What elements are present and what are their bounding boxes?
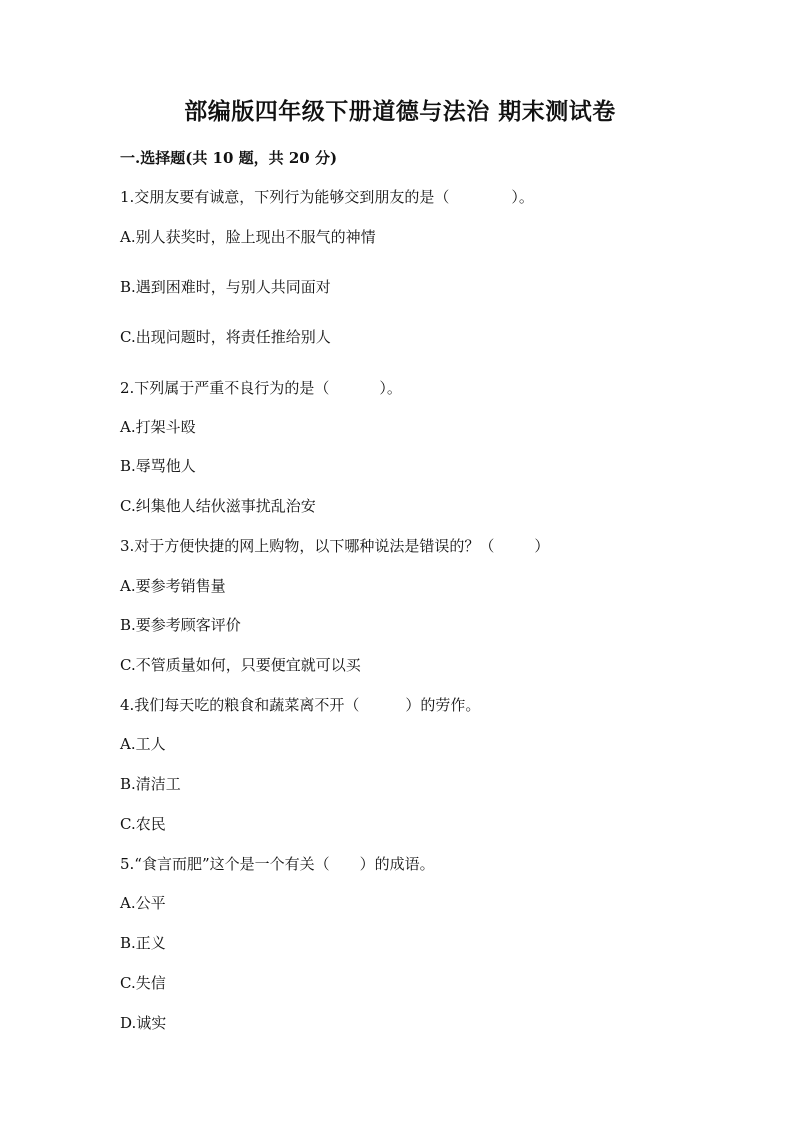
question-1-stem	[120, 186, 534, 208]
question-5-option-b: B.正义	[120, 934, 166, 952]
question-1-option-a: A.别人获奖时，脸上现出不服气的神情	[120, 228, 376, 246]
question-2-option-c: C.纠集他人结伙滋事扰乱治安	[120, 497, 316, 515]
question-5-option-d: D.诚实	[120, 1014, 167, 1032]
question-2-stem	[120, 377, 402, 399]
question-3-option-a: A.要参考销售量	[120, 577, 226, 595]
question-stem-text: 1.交朋友要有诚意，下列行为能够交到朋友的是（	[120, 188, 450, 206]
question-5-option-c: C.失信	[120, 974, 166, 992]
question-1-option-c: C.出现问题时，将责任推给别人	[120, 328, 331, 346]
question-stem-text: 2.下列属于严重不良行为的是（	[120, 379, 330, 397]
section-heading: 一.选择题(共 10 题，共 20 分)	[120, 149, 338, 167]
question-5-option-a: A.公平	[120, 894, 166, 912]
question-stem-text: 3.对于方便快捷的网上购物，以下哪种说法是错误的？（	[120, 537, 495, 555]
question-stem-text: 4.我们每天吃的粮食和蔬菜离不开（	[120, 696, 360, 714]
question-stem-text: ）。	[379, 379, 402, 397]
question-3-option-b: B.要参考顾客评价	[120, 616, 241, 634]
question-3-option-c: C.不管质量如何，只要便宜就可以买	[120, 656, 361, 674]
question-3-stem	[120, 535, 549, 557]
question-stem-text: ）	[534, 537, 550, 555]
question-2-option-a: A.打架斗殴	[120, 418, 196, 436]
question-stem-text: ）的劳作。	[405, 696, 481, 714]
question-2-option-b: B.辱骂他人	[120, 457, 196, 475]
question-stem-text: 5.“食言而肥”这个是一个有关（	[120, 855, 330, 873]
question-4-option-c: C.农民	[120, 815, 166, 833]
question-stem-text: ）的成语。	[359, 855, 435, 873]
question-stem-text: ）。	[511, 188, 534, 206]
question-1-option-b: B.遇到困难时，与别人共同面对	[120, 278, 331, 296]
page-title: 部编版四年级下册道德与法治 期末测试卷	[184, 98, 616, 125]
question-4-option-b: B.清洁工	[120, 775, 181, 793]
question-5-stem	[120, 853, 435, 875]
question-4-option-a: A.工人	[120, 735, 166, 753]
question-4-stem	[120, 694, 480, 716]
